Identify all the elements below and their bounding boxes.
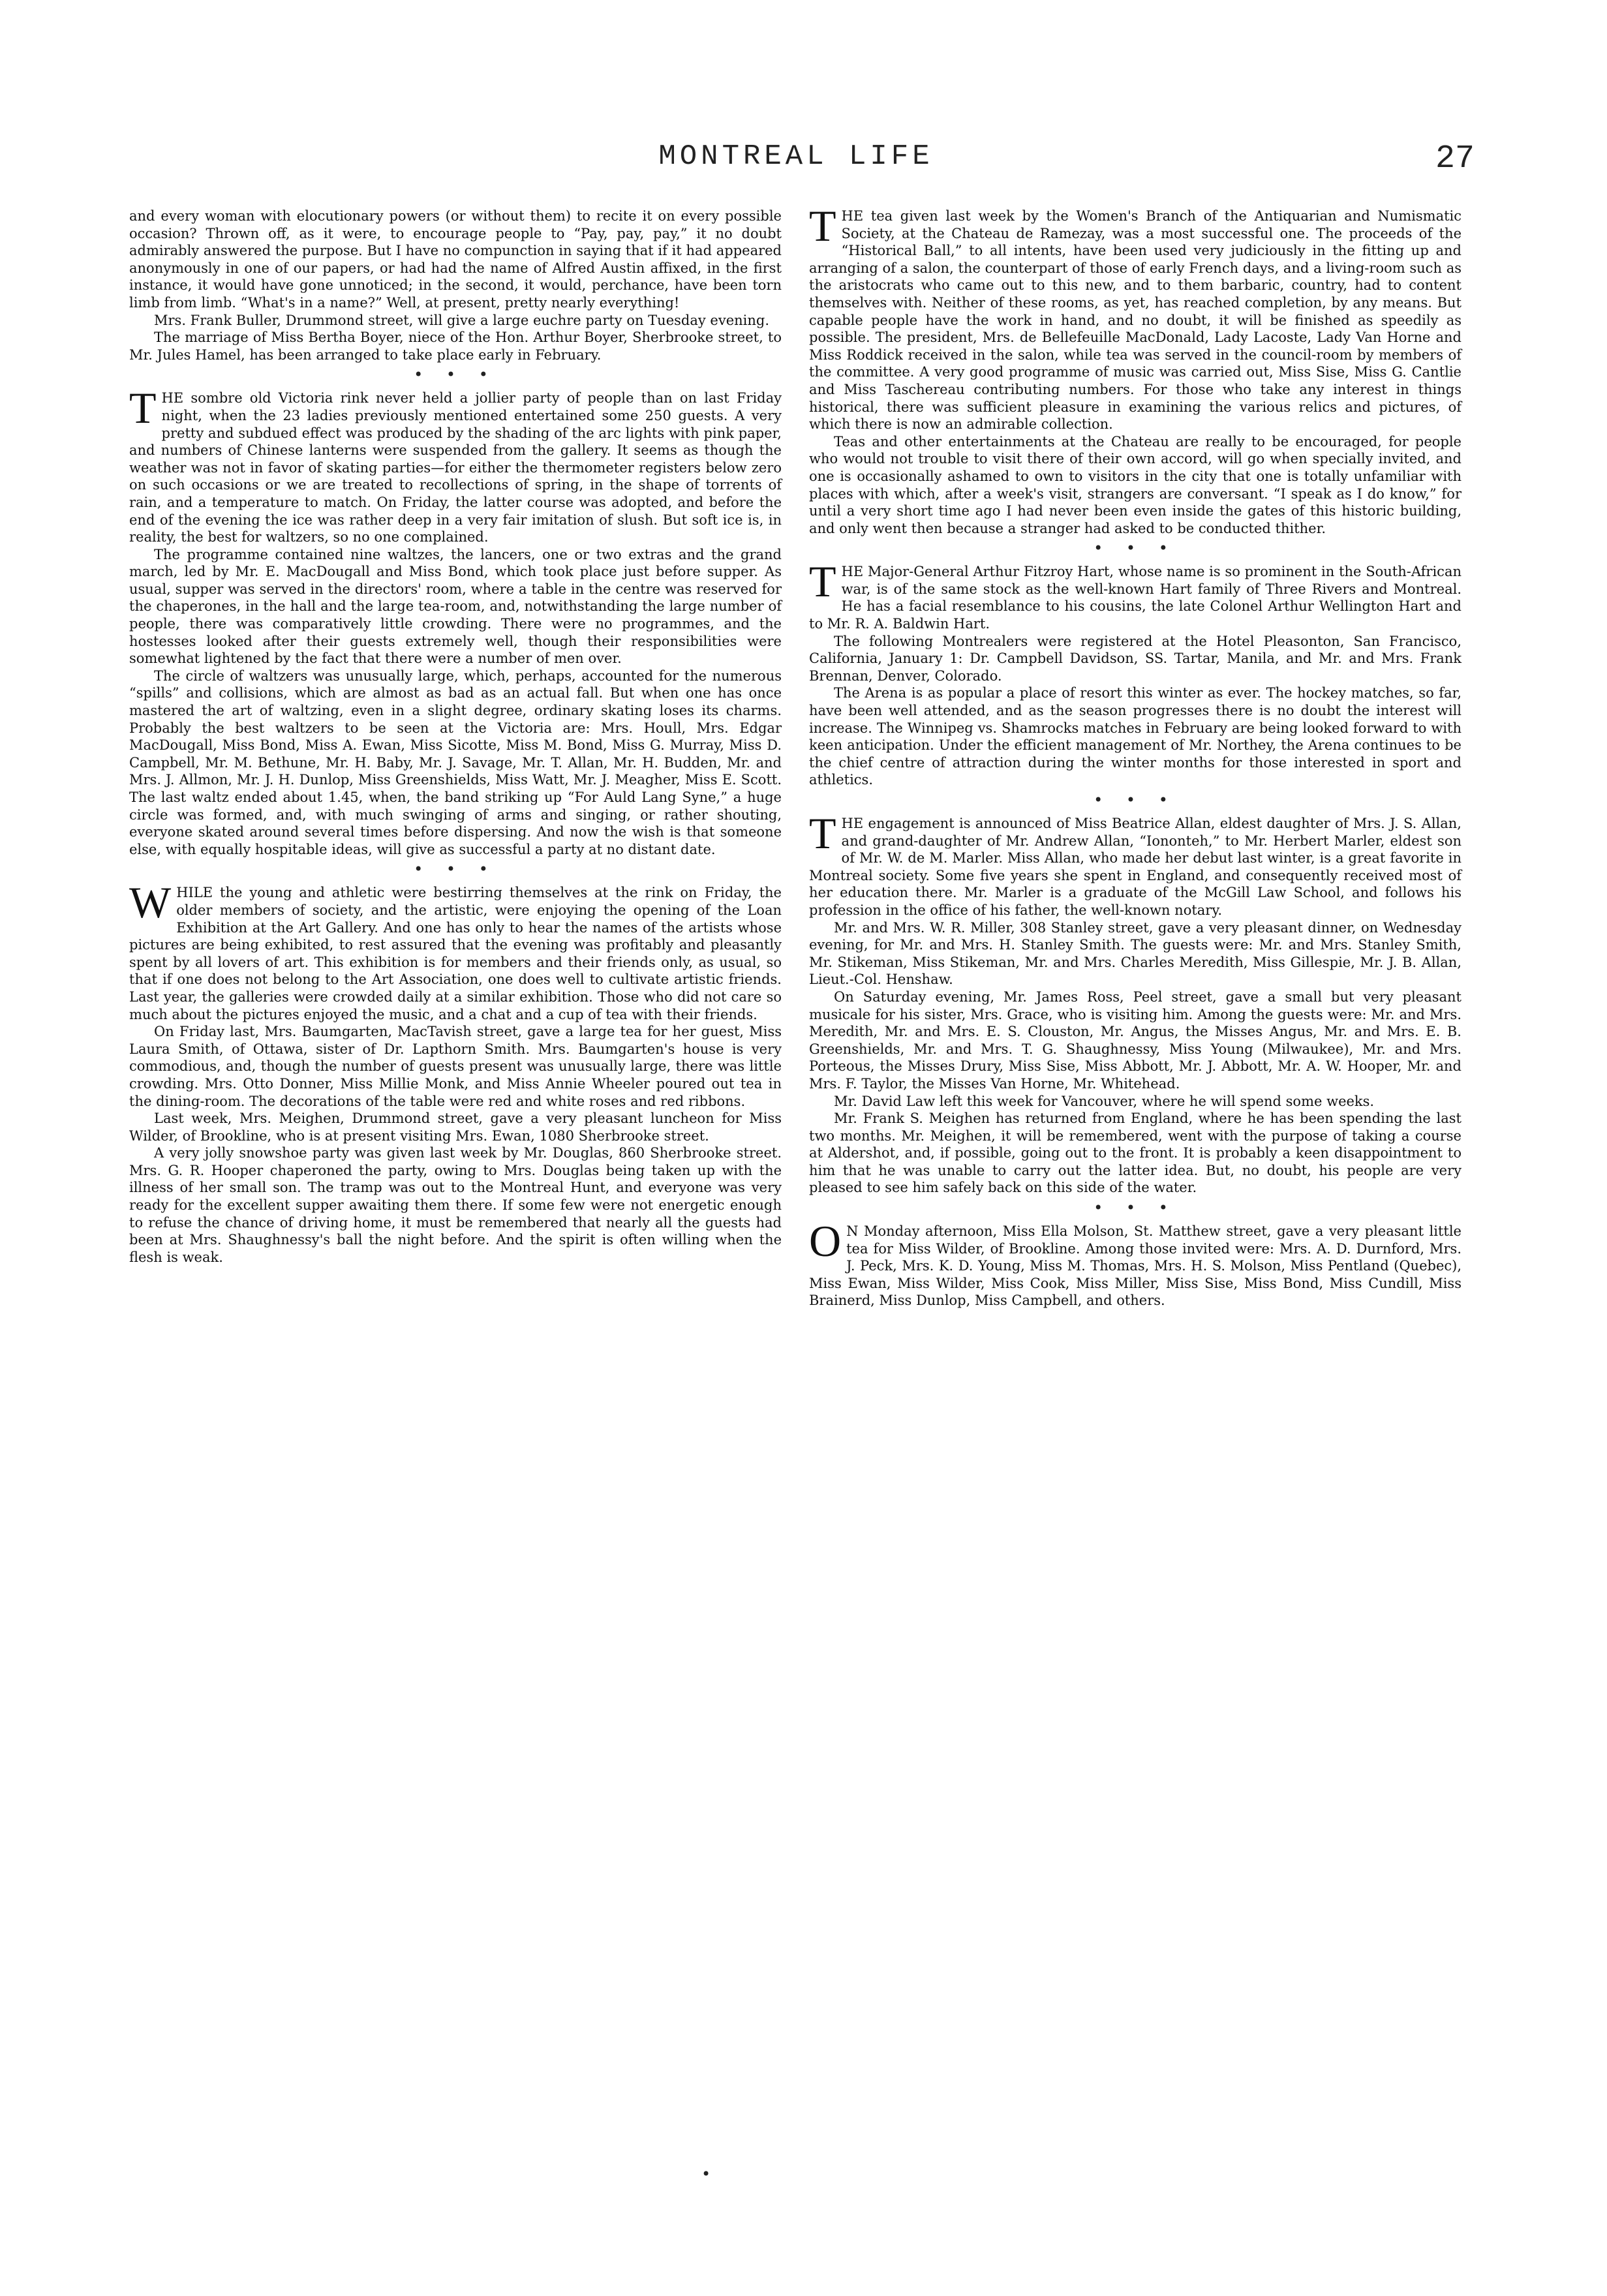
paragraph: Mr. and Mrs. W. R. Miller, 308 Stanley street, gave a very pleasant dinner, on Wednesday evening, for Mr. and Mrs. H. Stanley Smith. The guests were: Mr. and Mrs. Stanley Smith, Mr. Stikeman, Miss Stikeman, Mr. and Mrs. Charles Meredith, Miss Gillespie, Mr. J. B. Allan, Lieut.-Col. Henshaw. [809,919,1462,988]
paragraph: Teas and other entertainments at the Chateau are really to be encouraged, for people who would not trouble to visit there of their own accord, will go when specially invited, and one is occasionally ashamed to own to visitors in the city that one is totally unfamiliar with places with which, after a week's visit, strangers are conversant. “I speak as I do know,” for until a very short time ago I had never been even inside the gates of this historic building, and only went then because a stranger had asked to be conducted thither. [809,433,1462,536]
running-title: MONTREAL LIFE [658,140,934,173]
paragraph: On Friday last, Mrs. Baumgarten, MacTavish street, gave a large tea for her guest, Miss Laura Smith, of Ottawa, sister of Dr. Lapthorn Smith. Mrs. Baumgarten's house is very commodious, and, though the number of guests present was unusually large, there was little crowding. Mrs. Otto Donner, Miss Millie Monk, and Miss Annie Wheeler poured out tea in the dining-room. The decorations of the table were red and white roses and red ribbons. [129,1024,782,1109]
paragraph: Mr. Frank S. Meighen has returned from England, where he has been spending the last two months. Mr. Meighen, it will be remembered, went with the purpose of taking a course at Aldershot, and, if possible, going out to the front. It is probably a keen disappointment to him that he was unable to carry out the latter idea. But, no doubt, his people are very pleased to see him safely back on this side of the water. [809,1110,1462,1196]
drop-cap: T [809,201,836,251]
drop-cap: W [129,878,172,928]
paragraph: The Arena is as popular a place of resort this winter as ever. The hockey matches, so far, have been well attended, and as the season progresses there is no doubt the interest will increase. The Winnipeg vs. Shamrocks matches in February are being looked forward to with keen anticipation. Under the efficient management of Mr. Northey, the Arena continues to be the chief centre of attraction during the winter months for those interested in sport and athletics. [809,685,1462,788]
section-lead-paragraph: THE Major-General Arthur Fitzroy Hart, whose name is so prominent in the South-African war, is of the same stock as the well-known Hart family of Three Rivers and Montreal. He has a facial resemblance to his cousins, the late Colonel Arthur Wellington Hart and to Mr. R. A. Baldwin Hart. [809,557,1462,632]
drop-cap: T [809,557,836,607]
paragraph: The marriage of Miss Bertha Boyer, niece of the Hon. Arthur Boyer, Sherbrooke street, to Mr. Jules Hamel, has been arranged to take place early in February. [129,329,782,363]
paragraph: The circle of waltzers was unusually large, which, perhaps, accounted for the numerous “spills” and collisions, which are almost as bad as an actual fall. But when one has once mastered the art of waltzing, even in a slight degree, ordinary skating loses its charms. Probably the best waltzers to be seen at the Victoria are: Mrs. Houll, Mrs. Edgar MacDougall, Miss Bond, Miss A. Ewan, Miss Sicotte, Miss M. Bond, Miss G. Murray, Miss D. Campbell, Mr. M. Bethune, Mr. H. Baby, Mr. J. Savage, Mr. T. Allan, Mr. H. Budden, Mr. and Mrs. J. Allmon, Mr. J. H. Dunlop, Miss Greenshields, Miss Watt, Mr. J. Meagher, Miss E. Scott. The last waltz ended about 1.45, when, the band striking up “For Auld Lang Syne,” a huge circle was formed, and, with much swinging of arms and singing, or rather shouting, everyone skated around several times before dispersing. And now the wish is that someone else, with equally hospitable ideas, will give as successful a party at no distant date. [129,667,782,857]
section-separator: • • • [1094,791,1177,809]
paragraph: The following Montrealers were registered at the Hotel Pleasonton, San Francisco, California, January 1: Dr. Campbell Davidson, SS. Tartar, Manila, and Mr. and Mrs. Frank Brennan, Denver, Colorado. [809,633,1462,684]
section-lead-paragraph: THE sombre old Victoria rink never held a jollier party of people than on last Friday night, when the 23 ladies previously mentioned entertained some 250 guests. A very pretty and subdued effect was produced by the shading of the arc lights with pink paper, and numbers of Chinese lanterns were suspended from the gallery. It seems as though the weather was not in favor of skating parties—for either the thermometer registers below zero on such occasions or we are treated to recollections of spring, in the shape of torrents of rain, and a temperature to match. On Friday, the latter course was adopted, and before the end of the evening the ice was rather deep in a very fair imitation of slush. But soft ice is, in reality, the best for waltzers, so no one complained. [129,383,782,545]
right-column [809,201,1462,1309]
page-header [117,140,1475,186]
section-separator: • • • [1094,1199,1177,1217]
paragraph: Mr. David Law left this week for Vancouver, where he will spend some weeks. [834,1093,1375,1109]
section-lead-paragraph: WHILE the young and athletic were bestirring themselves at the rink on Friday, the older members of society, and the artistic, were enjoying the opening of the Loan Exhibition at the Art Gallery. And one has only to hear the names of the artists whose pictures are being exhibited, to rest assured that the evening was profitably and pleasantly spent by all lovers of art. This exhibition is for members and their friends only, as usual, so that if one does not belong to the Art Association, one does well to cultivate artistic friends. Last year, the galleries were crowded daily at a similar exhibition. Those who did not care so much about the pictures enjoyed the music, and a chat and a cup of tea with their friends. [129,878,782,1022]
section-separator: • • • [1094,539,1177,558]
drop-cap: T [809,808,836,858]
footer-mark: • [701,2165,711,2183]
paragraph: A very jolly snowshoe party was given last week by Mr. Douglas, 860 Sherbrooke street. Mrs. G. R. Hooper chaperoned the party, owing to Mrs. Douglas being taken up with the illness of her small son. The tramp was out to the Montreal Hunt, and everyone was very ready for the excellent supper awaiting them there. If some few were not energetic enough to refuse the chance of driving home, it must be remembered that nearly all the guests had been at Mrs. Shaughnessy's ball the night before. And the spirit is often willing when the flesh is weak. [129,1145,782,1265]
paragraph: Mrs. Frank Buller, Drummond street, will give a large euchre party on Tuesday evening. [154,312,770,328]
section-lead-paragraph: THE engagement is announced of Miss Beatrice Allan, eldest daughter of Mrs. J. S. Allan, and grand-daughter of Mr. Andrew Allan, “Iononteh,” to Mr. Herbert Marler, eldest son of Mr. W. de M. Marler. Miss Allan, who made her debut last winter, is a great favorite in Montreal society. Some five years she spent in England, and consequently received most of her education there. Mr. Marler is a graduate of the McGill Law School, and follows his profession in the office of his father, the well-known notary. [809,808,1462,918]
paragraph: On Saturday evening, Mr. James Ross, Peel street, gave a small but very pleasant musicale for his sister, Mrs. Grace, who is visiting him. Among the guests were: Mr. and Mrs. Meredith, Mr. and Mrs. E. S. Clouston, Mr. Angus, the Misses Angus, Mr. and Mrs. E. B. Greenshields, Mr. and Mrs. T. G. Shaughnessy, Miss Young (Milwaukee), Mr. and Mrs. Porteous, the Misses Drury, Miss Sise, Miss Abbott, Mr. J. Abbott, Mr. A. W. Hooper, Mr. and Mrs. F. Taylor, the Misses Van Horne, Mr. Whitehead. [809,988,1462,1092]
left-column [129,207,782,1266]
paragraph: Last week, Mrs. Meighen, Drummond street, gave a very pleasant luncheon for Miss Wilder, of Brookline, who is at present visiting Mrs. Ewan, 1080 Sherbrooke street. [129,1110,782,1144]
section-separator: • • • [414,365,497,384]
drop-cap: T [129,383,157,433]
section-lead-paragraph: THE tea given last week by the Women's Branch of the Antiquarian and Numismatic Society, at the Chateau de Ramezay, was a most successful one. The proceeds of the “Historical Ball,” to all intents, have been used very judiciously in the fitting up and arranging of a salon, the counterpart of those of early French days, and a living-room such as the aristocrats who came out to this new, and to them barbaric, country, had to content themselves with. Neither of these rooms, as yet, has reached completion, by any means. But capable people have the work in hand, and no doubt, it will be finished as speedily as possible. The president, Mrs. de Bellefeuille MacDonald, Lady Lacoste, Lady Van Horne and Miss Roddick received in the salon, while tea was served in the council-room by members of the committee. A very good programme of music was carried out, Miss Sise, Miss G. Cantlie and Miss Taschereau contributing numbers. For those who take any interest in things historical, there was sufficient pleasure in examining the various relics and pictures, of which there is now an admirable collection. [809,201,1462,433]
drop-cap: O [809,1216,842,1266]
paragraph: The programme contained nine waltzes, the lancers, one or two extras and the grand march, led by Mr. E. MacDougall and Miss Bond, which took place just before supper. As usual, supper was served in the directors' room, where a table in the centre was reserved for the chaperones, in the hall and the large tea-room, and, notwithstanding the large number of people, there was comparatively little crowding. There were no programmes, and the hostesses looked after their guests extremely well, though their responsibilities were somewhat lightened by the fact that there were a number of men over. [129,546,782,667]
section-separator: • • • [414,860,497,879]
page-number: 27 [1435,140,1475,177]
section-lead-paragraph: O N Monday afternoon, Miss Ella Molson, St. Matthew street, gave a very pleasant little tea for Miss Wilder, of Brookline. Among those invited were: Mrs. A. D. Durnford, Mrs. J. Peck, Mrs. K. D. Young, Miss M. Thomas, Mrs. H. S. Molson, Miss Pentland (Quebec), Miss Ewan, Miss Wilder, Miss Cook, Miss Miller, Miss Sise, Miss Bond, Miss Cundill, Miss Brainerd, Miss Dunlop, Miss Campbell, and others. [809,1216,1462,1309]
paragraph: and every woman with elocutionary powers (or without them) to recite it on every possible occasion? Thrown off, as it were, to encourage people to “Pay, pay, pay,” it no doubt admirably answered the purpose. But I have no compunction in saying that if it had appeared anonymously in one of our papers, or had had the name of Alfred Austin affixed, in the first instance, it would have gone unnoticed; in the second, it would, perchance, have been torn limb from limb. “What's in a name?” Well, at present, pretty nearly everything! [129,208,782,311]
